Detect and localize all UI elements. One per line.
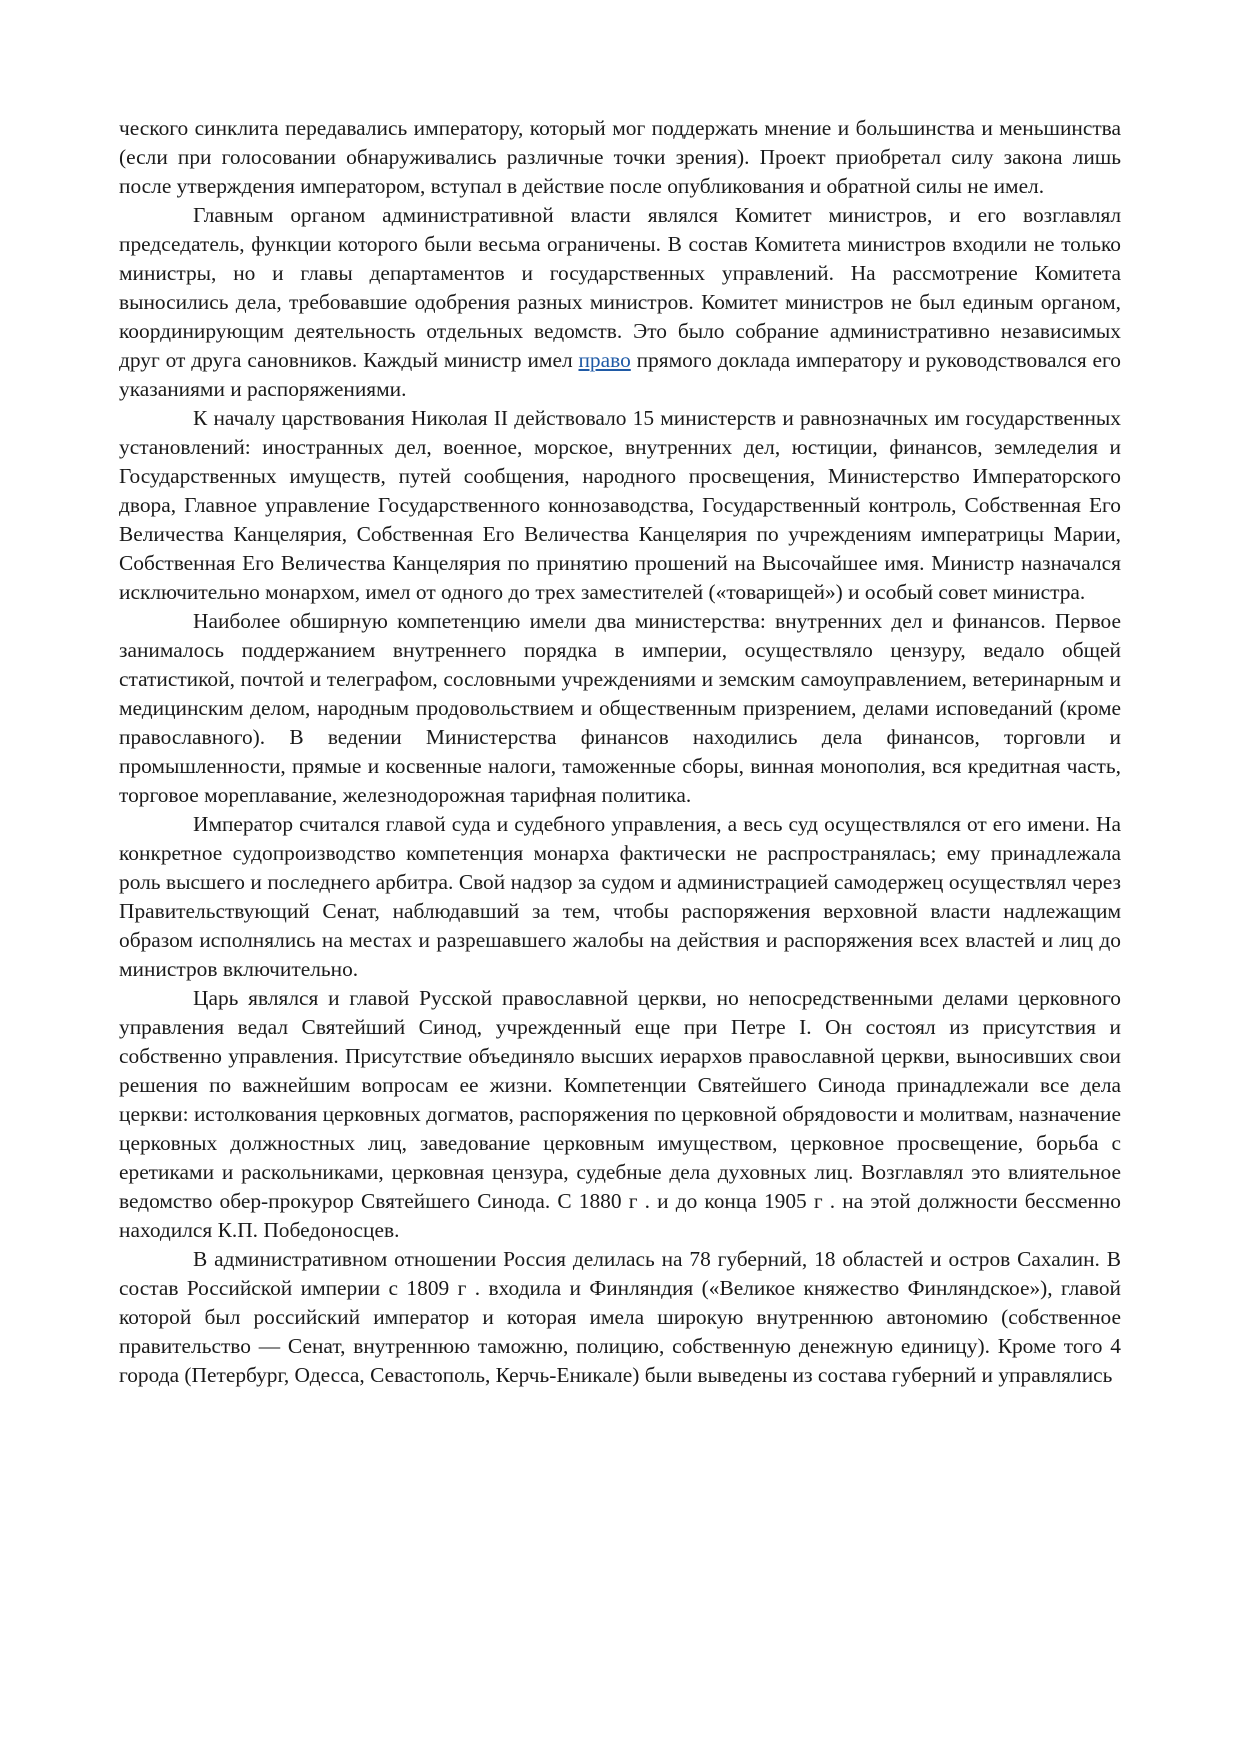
paragraph-administrative-division: В административном отношении Россия делилась на 78 губерний, 18 областей и остров Сахалин. В состав Российской империи с 1809 г . входила и Финляндия («Великое княжество Финляндское»), главой которой был российский император и которая имела широкую внутреннюю автономию (собственное правительство — Сенат, внутреннюю таможню, полицию, собственную денежную единицу). Кроме того 4 города (Петербург, Одесса, Севастополь, Керчь-Еникале) были выведены из состава губерний и управлялись — [119, 1247, 1121, 1387]
paragraph-committee-of-ministers — [119, 201, 1121, 404]
document-body — [119, 114, 1121, 1390]
pravo-link[interactable]: право — [578, 348, 631, 372]
paragraph-ministries-list: К началу царствования Николая II действовало 15 министерств и равнозначных им государственных установлений: иностранных дел, военное, морское, внутренних дел, юстиции, финансов, земледелия и Государственных имуществ, путей сообщения, народного просвещения, Министерство Императорского двора, Главное управление Государственного коннозаводства, Государственный контроль, Собственная Его Величества Канцелярия, Собственная Его Величества Канцелярия по учреждениям императрицы Марии, Собственная Его Величества Канцелярия по принятию прошений на Высочайшее имя. Министр назначался исключительно монархом, имел от одного до трех заместителей («товарищей») и особый совет министра. — [119, 406, 1121, 604]
paragraph-continuation: ческого синклита передавались императору, который мог поддержать мнение и большинства и меньшинства (если при голосовании обнаруживались различные точки зрения). Проект приобретал силу закона лишь после утверждения императором, вступал в действие после опубликования и обратной силы не имел. — [119, 116, 1121, 198]
paragraph-text: Главным органом административной власти являлся Комитет министров, и его возглавлял председатель, функции которого были весьма ограничены. В состав Комитета министров входили не только министры, но и главы департаментов и государственных управлений. На рассмотрение Комитета выносились дела, требовавшие одобрения разных министров. Комитет министров не был единым органом, координирующим деятельность отдельных ведомств. Это было собрание административно независимых друг от друга сановников. Каждый министр имел — [119, 203, 1121, 372]
paragraph-holy-synod: Царь являлся и главой Русской православной церкви, но непосредственными делами церковного управления ведал Святейший Синод, учрежденный еще при Петре I. Он состоял из присутствия и собственно управления. Присутствие объединяло высших иерархов православной церкви, выносивших свои решения по важнейшим вопросам ее жизни. Компетенции Святейшего Синода принадлежали все дела церкви: истолкования церковных догматов, распоряжения по церковной обрядовости и молитвам, назначение церковных должностных лиц, заведование церковным имуществом, церковное просвещение, борьба с еретиками и раскольниками, церковная цензура, судебные дела духовных лиц. Возглавлял это влиятельное ведомство обер-прокурор Святейшего Синода. С 1880 г . и до конца 1905 г . на этой должности бессменно находился К.П. Победоносцев. — [119, 986, 1121, 1242]
paragraph-interior-finance: Наиболее обширную компетенцию имели два министерства: внутренних дел и финансов. Первое занималось поддержанием внутреннего порядка в империи, осуществляло цензуру, ведало общей статистикой, почтой и телеграфом, сословными учреждениями и земским самоуправлением, ветеринарным и медицинским делом, народным продовольствием и общественным призрением, делами исповеданий (кроме православного). В ведении Министерства финансов находились дела финансов, торговли и промышленности, прямые и косвенные налоги, таможенные сборы, винная монополия, вся кредитная часть, торговое мореплавание, железнодорожная тарифная политика. — [119, 609, 1121, 807]
paragraph-text: прямого доклада императору и руководствовался его указаниями и распоряжениями. — [119, 348, 1121, 401]
paragraph-judiciary: Император считался главой суда и судебного управления, а весь суд осуществлялся от его имени. На конкретное судопроизводство компетенция монарха фактически не распространялась; ему принадлежала роль высшего и последнего арбитра. Свой надзор за судом и администрацией самодержец осуществлял через Правительствующий Сенат, наблюдавший за тем, чтобы распоряжения верховной власти надлежащим образом исполнялись на местах и разрешавшего жалобы на действия и распоряжения всех властей и лиц до министров включительно. — [119, 812, 1121, 981]
